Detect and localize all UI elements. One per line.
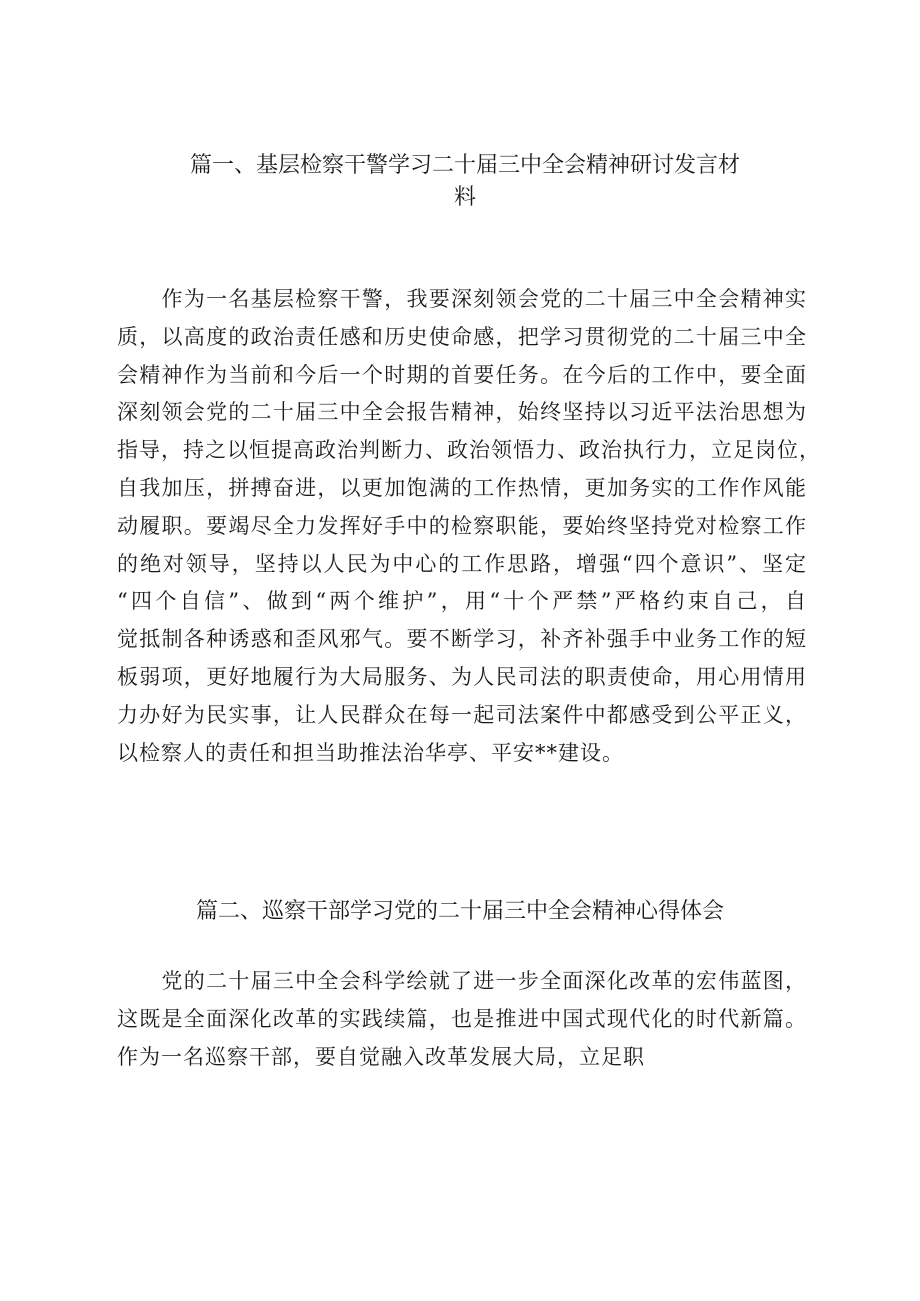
- section2-paragraph: [117, 963, 807, 1076]
- paragraph-line: 党的二十届三中全会科学绘就了进一步全面深化改革的宏伟蓝图，: [117, 969, 807, 993]
- paragraph-line: 觉抵制各种诱惑和歪风邪气。要不断学习，补齐补强手中业务工作的短: [117, 627, 807, 652]
- paragraph-line: “四个自信”、做到“两个维护”，用“十个严禁”严格约束自己，自: [117, 589, 807, 614]
- paragraph-line: 深刻领会党的二十届三中全会报告精神，始终坚持以习近平法治思想为: [117, 400, 807, 425]
- paragraph-line: 力办好为民实事，让人民群众在每一起司法案件中都感受到公平正义，: [117, 702, 807, 727]
- section2-title: 篇二、巡察干部学习党的二十届三中全会精神心得体会: [195, 899, 724, 924]
- paragraph-line: 这既是全面深化改革的实践续篇，也是推进中国式现代化的时代新篇。: [117, 1006, 807, 1031]
- paragraph-line: 作为一名巡察干部，要自觉融入改革发展大局，立足职: [117, 1044, 645, 1069]
- paragraph-line: 作为一名基层检察干警，我要深刻领会党的二十届三中全会精神实: [117, 287, 807, 311]
- section1-title-line2: 料: [453, 185, 476, 210]
- paragraph-line: 板弱项，更好地履行为大局服务、为人民司法的职责使命，用心用情用: [117, 664, 807, 689]
- paragraph-line: 会精神作为当前和今后一个时期的首要任务。在今后的工作中，要全面: [117, 362, 807, 387]
- section1-title-line1: 篇一、基层检察干警学习二十届三中全会精神研讨发言材: [189, 153, 740, 178]
- paragraph-line: 指导，持之以恒提高政治判断力、政治领悟力、政治执行力，立足岗位，: [117, 438, 821, 463]
- paragraph-line: 以检察人的责任和担当助推法治华亭、平安**建设。: [117, 740, 624, 765]
- paragraph-line: 的绝对领导，坚持以人民为中心的工作思路，增强“四个意识”、坚定: [117, 551, 807, 576]
- paragraph-line: 动履职。要竭尽全力发挥好手中的检察职能，要始终坚持党对检察工作: [117, 513, 807, 538]
- paragraph-line: 自我加压，拼搏奋进，以更加饱满的工作热情，更加务实的工作作风能: [117, 475, 807, 500]
- paragraph-line: 质，以高度的政治责任感和历史使命感，把学习贯彻党的二十届三中全: [117, 324, 807, 349]
- section1-paragraph: [117, 281, 821, 772]
- section1-title: [150, 150, 780, 214]
